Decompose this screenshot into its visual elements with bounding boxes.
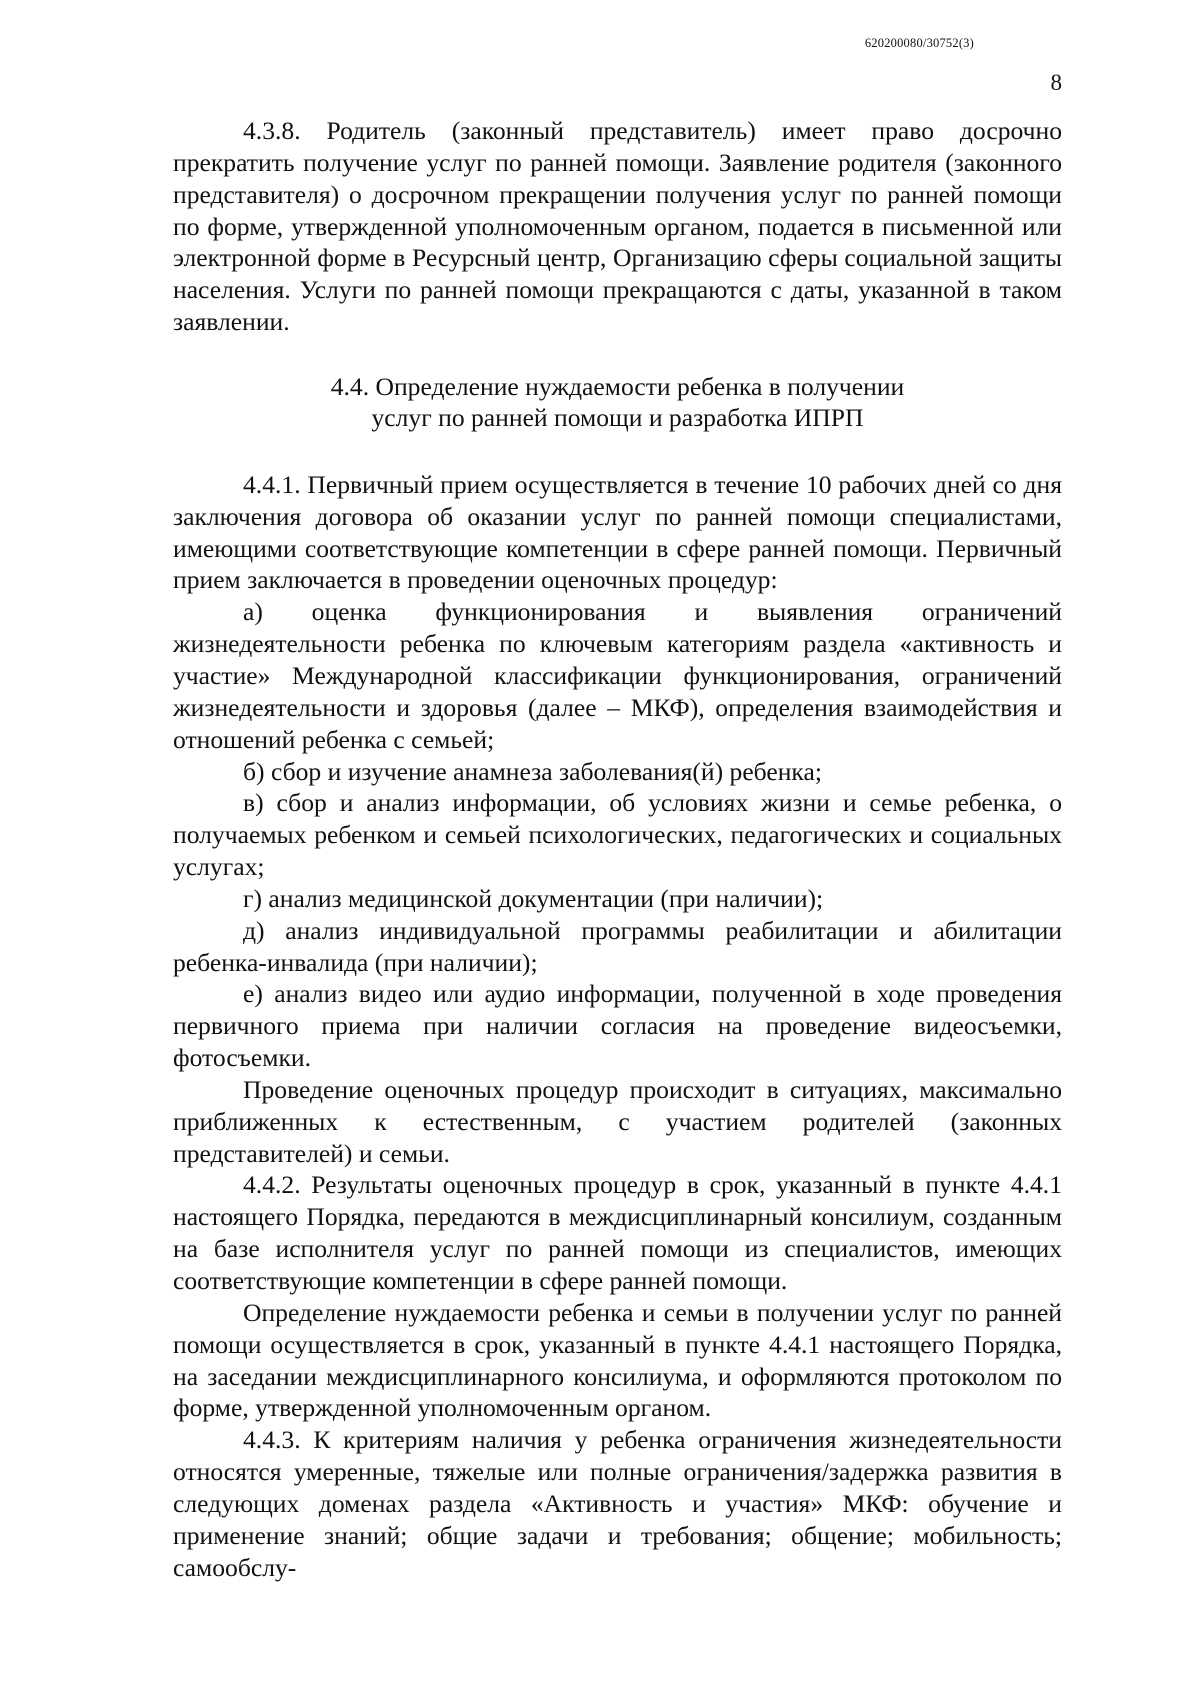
section-heading-line-2: услуг по ранней помощи и разработка ИПРП <box>371 402 864 432</box>
list-item-b: б) сбор и изучение анамнеза заболевания(й) ребенка; <box>243 756 822 786</box>
paragraph-4-4-3: 4.4.3. К критериям наличия у ребенка ограничения жизнедеятельности относятся умеренные, тяжелые или полные ограничения/задержка развития в следующих доменах раздела «Активность и участия» МКФ: обучение и применение знаний; общие задачи и требования; общение; мобильность; самообслу- <box>173 1425 1062 1582</box>
document-body <box>173 115 1062 1583</box>
list-item-v: в) сбор и анализ информации, об условиях жизни и семье ребенка, о получаемых ребенком и семьей психологических, педагогических и социальных услугах; <box>173 788 1062 882</box>
paragraph-4-4-2: 4.4.2. Результаты оценочных процедур в срок, указанный в пункте 4.4.1 настоящего Порядка, передаются в междисциплинарный консилиум, созданным на базе исполнителя услуг по ранней помощи из специалистов, имеющих соответствующие компетенции в сфере ранней помощи. <box>173 1170 1062 1295</box>
paragraph-4-4-1: 4.4.1. Первичный прием осуществляется в течение 10 рабочих дней со дня заключения договора об оказании услуг по ранней помощи специалистами, имеющими соответствующие компетенции в сфере ранней помощи. Первичный прием заключается в проведении оценочных процедур: <box>173 469 1062 595</box>
section-heading <box>173 371 1062 433</box>
paragraph-4-3-8: 4.3.8. Родитель (законный представитель) имеет право досрочно прекратить получение услуг по ранней помощи. Заявление родителя (законного представителя) о досрочном прекращении получения услуг по ранней помощи по форме, утвержденной уполномоченным органом, подается в письменной или электронной форме в Ресурсный центр, Организацию сферы социальной защиты населения. Услуги по ранней помощи прекращаются с даты, указанной в таком заявлении. <box>173 116 1062 337</box>
list-item-a: а) оценка функционирования и выявления ограничений жизнедеятельности ребенка по ключевым категориям раздела «активность и участие» Международной классификации функционирования, ограничений жизнедеятельности и здоровья (далее – МКФ), определения взаимодействия и отношений ребенка с семьей; <box>173 597 1062 754</box>
page-number: 8 <box>1050 70 1062 95</box>
section-heading-line-1: 4.4. Определение нуждаемости ребенка в получении <box>330 371 905 401</box>
list-item-d: д) анализ индивидуальной программы реабилитации и абилитации ребенка-инвалида (при наличии); <box>173 915 1062 977</box>
paragraph-assessment-conditions: Проведение оценочных процедур происходит в ситуациях, максимально приближенных к естественным, с участием родителей (законных представителей) и семьи. <box>173 1074 1062 1168</box>
list-item-e: е) анализ видео или аудио информации, полученной в ходе проведения первичного приема при наличии согласия на проведение видеосъемки, фотосъемки. <box>173 979 1062 1073</box>
list-item-g: г) анализ медицинской документации (при наличии); <box>243 883 824 913</box>
document-id: 620200080/30752(3) <box>864 36 974 50</box>
paragraph-need-determination: Определение нуждаемости ребенка и семьи в получении услуг по ранней помощи осуществляется в срок, указанный в пункте 4.4.1 настоящего Порядка, на заседании междисциплинарного консилиума, и оформляются протоколом по форме, утвержденной уполномоченным органом. <box>173 1297 1062 1423</box>
